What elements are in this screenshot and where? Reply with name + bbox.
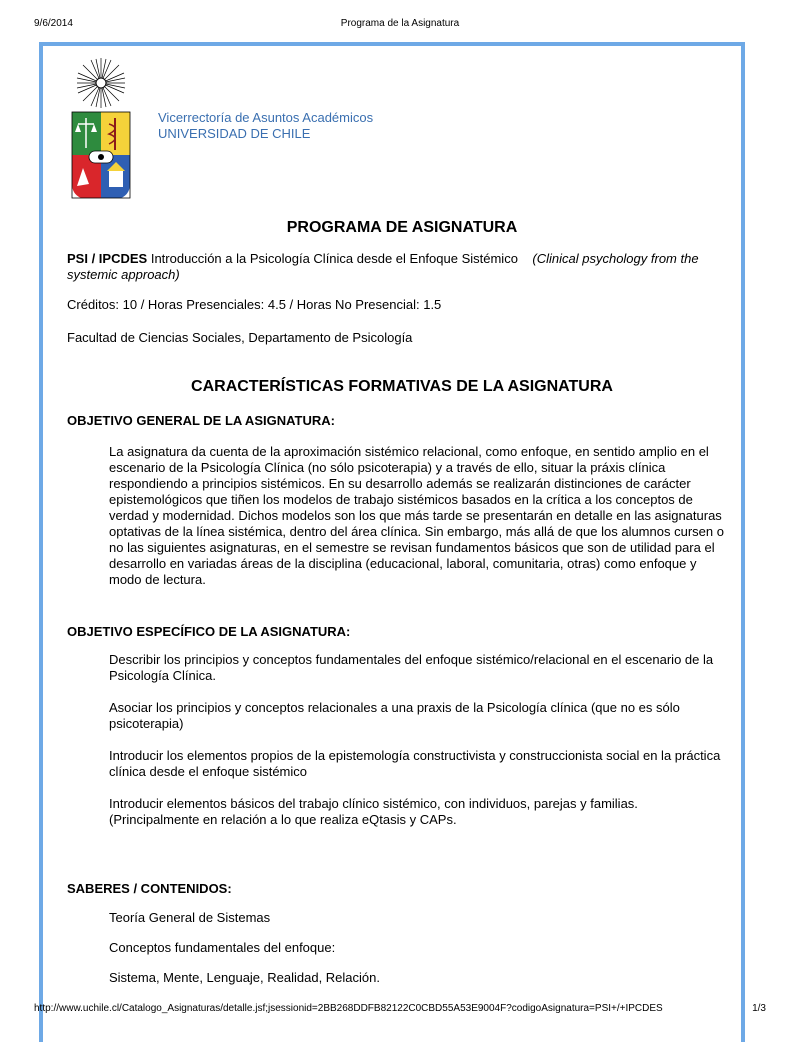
characteristics-title: CARACTERÍSTICAS FORMATIVAS DE LA ASIGNATURA — [191, 378, 613, 395]
page-number: 1/3 — [752, 1003, 766, 1014]
faculty-line: Facultad de Ciencias Sociales, Departamento de Psicología — [67, 330, 413, 345]
university-name: UNIVERSIDAD DE CHILE — [158, 126, 311, 141]
course-code: PSI / IPCDES — [67, 251, 148, 266]
general-objective-text: La asignatura da cuenta de la aproximación sistémico relacional, como enfoque, en sentido amplio en el escenario de la Psicología Clínica (no sólo psicoterapia) y a través de ello, situar la práxis clínica respondiendo a principios sistémicos. En su desarrollo además se realizarán distinciones de carácter epistemológicos que tiñen los modelos de trabajo sistémicos basados en la crítica a los conceptos de verdad y modernidad. Dichos modelos son los que más tarde se presentarán en detalle en las asignaturas optativas de la línea sistémica, dentro del área clínica. Sin embargo, más allá de que los alumnos cursen o no las siguientes asignaturas, en el semestre se revisan fundamentos básicos que son de utilidad para el desarrollo en variadas áreas de la disciplina (educacional, laboral, comunitaria, otras) como enfoque y modo de lectura. — [109, 444, 724, 587]
print-title: Programa de la Asignatura — [340, 18, 460, 29]
contents-heading: SABERES / CONTENIDOS: — [67, 881, 232, 896]
list-item: Introducir los elementos propios de la epistemología constructivista y construccionista social en la práctica clínica desde el enfoque sistémico — [109, 748, 721, 779]
print-header — [0, 18, 800, 32]
list-item: Describir los principios y conceptos fundamentales del enfoque sistémico/relacional en el escenario de la Psicología Clínica. — [109, 652, 714, 683]
page-title: PROGRAMA DE ASIGNATURA — [286, 219, 518, 236]
course-english-name: (Clinical psychology from the systemic approach) — [67, 251, 699, 282]
specific-objective-heading: OBJETIVO ESPECÍFICO DE LA ASIGNATURA: — [67, 624, 351, 639]
list-item: Conceptos fundamentales del enfoque: — [109, 940, 336, 955]
vicerrectoria-label: Vicerrectoría de Asuntos Académicos — [158, 110, 374, 125]
institution-block — [158, 110, 373, 142]
print-date: 9/6/2014 — [34, 18, 73, 29]
list-item: Sistema, Mente, Lenguaje, Realidad, Relación. — [109, 970, 380, 985]
list-item: Asociar los principios y conceptos relacionales a una praxis de la Psicología clínica (que no es sólo psicoterapia) — [109, 700, 680, 731]
general-objective-heading: OBJETIVO GENERAL DE LA ASIGNATURA: — [67, 413, 335, 428]
list-item: Introducir elementos básicos del trabajo clínico sistémico, con individuos, parejas y familias. (Principalmente en relación a lo que realiza eQtasis y CAPs. — [109, 796, 638, 827]
list-item: Teoría General de Sistemas — [109, 910, 271, 925]
course-line — [67, 251, 735, 283]
credits-line: Créditos: 10 / Horas Presenciales: 4.5 / Horas No Presencial: 1.5 — [67, 297, 442, 312]
contents-list — [109, 910, 729, 1002]
university-crest-icon — [69, 56, 133, 202]
course-name: Introducción a la Psicología Clínica desde el Enfoque Sistémico — [150, 251, 518, 266]
page-url: http://www.uchile.cl/Catalogo_Asignaturas/detalle.jsf;jsessionid=2BB268DDFB82122C0CBD55A53E9004F?codigoAsignatura=PSI+/+IPCDES — [34, 1003, 663, 1014]
print-footer — [0, 1003, 800, 1017]
specific-objectives-list — [109, 652, 729, 844]
